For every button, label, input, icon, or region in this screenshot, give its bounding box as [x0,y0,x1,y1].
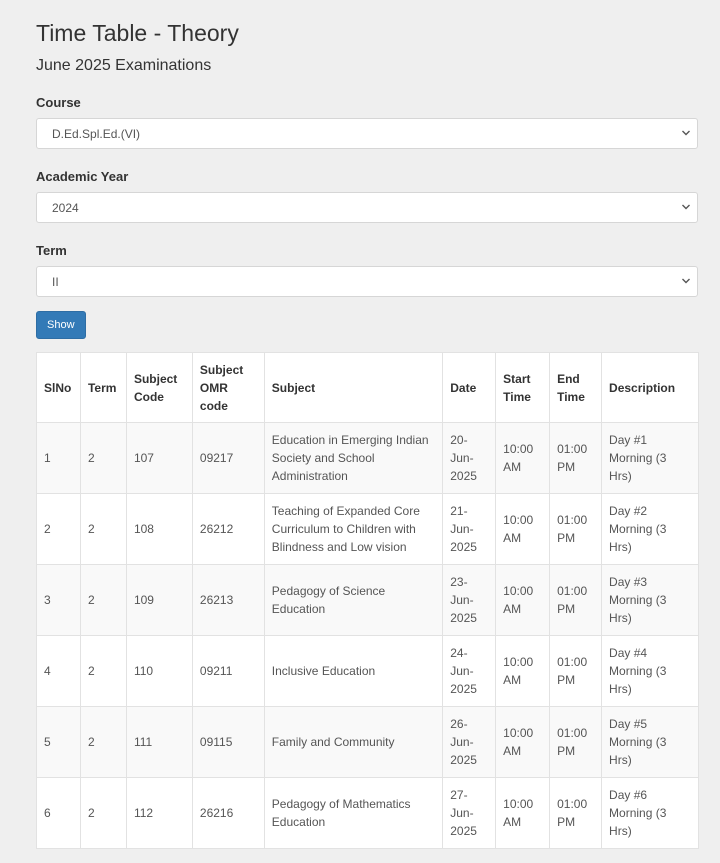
table-cell: 6 [37,778,81,849]
table-cell: Day #4 Morning (3 Hrs) [602,636,699,707]
table-cell: 4 [37,636,81,707]
chevron-down-icon [681,128,691,138]
table-cell: 26-Jun-2025 [443,707,496,778]
timetable [36,352,699,849]
table-cell: Teaching of Expanded Core Curriculum to Children with Blindness and Low vision [264,494,442,565]
table-cell: Day #2 Morning (3 Hrs) [602,494,699,565]
table-row [37,636,699,707]
course-select[interactable] [36,118,698,149]
table-cell: 110 [126,636,192,707]
table-cell: 01:00 PM [550,636,602,707]
table-cell: 2 [80,494,126,565]
table-cell: Day #5 Morning (3 Hrs) [602,707,699,778]
table-row [37,494,699,565]
column-header: SlNo [37,353,81,423]
table-cell: 01:00 PM [550,778,602,849]
table-cell: 26213 [192,565,264,636]
page-subtitle: June 2025 Examinations [36,57,212,74]
table-cell: 10:00 AM [496,636,550,707]
table-cell: 23-Jun-2025 [443,565,496,636]
table-cell: 26212 [192,494,264,565]
table-cell: 1 [37,423,81,494]
table-cell: Day #1 Morning (3 Hrs) [602,423,699,494]
show-button[interactable]: Show [36,311,86,339]
table-cell: 10:00 AM [496,494,550,565]
table-cell: 09115 [192,707,264,778]
table-cell: 111 [126,707,192,778]
table-row [37,423,699,494]
table-cell: 2 [37,494,81,565]
table-cell: 5 [37,707,81,778]
table-cell: 01:00 PM [550,565,602,636]
table-header-row [37,353,699,423]
column-header: Subject OMR code [192,353,264,423]
term-select[interactable] [36,266,698,297]
table-cell: 20-Jun-2025 [443,423,496,494]
column-header: Date [443,353,496,423]
term-select-value: II [52,274,59,289]
table-cell: 10:00 AM [496,707,550,778]
table-cell: Pedagogy of Mathematics Education [264,778,442,849]
table-cell: 2 [80,423,126,494]
table-cell: 27-Jun-2025 [443,778,496,849]
table-cell: 3 [37,565,81,636]
table-cell: 108 [126,494,192,565]
term-label: Term [36,243,67,258]
table-cell: Day #6 Morning (3 Hrs) [602,778,699,849]
academic-year-label: Academic Year [36,169,129,184]
table-cell: 112 [126,778,192,849]
table-cell: Inclusive Education [264,636,442,707]
table-cell: 107 [126,423,192,494]
column-header: Term [80,353,126,423]
table-cell: 09217 [192,423,264,494]
academic-year-select-value: 2024 [52,200,79,215]
column-header: Start Time [496,353,550,423]
chevron-down-icon [681,276,691,286]
table-cell: 01:00 PM [550,494,602,565]
course-select-value: D.Ed.Spl.Ed.(VI) [52,126,141,141]
table-row [37,565,699,636]
table-row [37,707,699,778]
table-cell: Day #3 Morning (3 Hrs) [602,565,699,636]
table-cell: 26216 [192,778,264,849]
table-cell: 2 [80,636,126,707]
table-cell: 10:00 AM [496,565,550,636]
table-cell: 2 [80,778,126,849]
table-cell: Pedagogy of Science Education [264,565,442,636]
column-header: Description [602,353,699,423]
table-cell: 24-Jun-2025 [443,636,496,707]
column-header: Subject [264,353,442,423]
table-cell: 09211 [192,636,264,707]
course-label: Course [36,95,81,110]
table-cell: 01:00 PM [550,707,602,778]
table-cell: 2 [80,565,126,636]
table-cell: 21-Jun-2025 [443,494,496,565]
table-cell: Education in Emerging Indian Society and School Administration [264,423,442,494]
page-title: Time Table - Theory [36,20,239,46]
column-header: Subject Code [126,353,192,423]
table-cell: 10:00 AM [496,423,550,494]
table-cell: 109 [126,565,192,636]
academic-year-select[interactable] [36,192,698,223]
table-cell: 01:00 PM [550,423,602,494]
table-cell: 2 [80,707,126,778]
table-cell: Family and Community [264,707,442,778]
chevron-down-icon [681,202,691,212]
table-row [37,778,699,849]
table-cell: 10:00 AM [496,778,550,849]
column-header: End Time [550,353,602,423]
